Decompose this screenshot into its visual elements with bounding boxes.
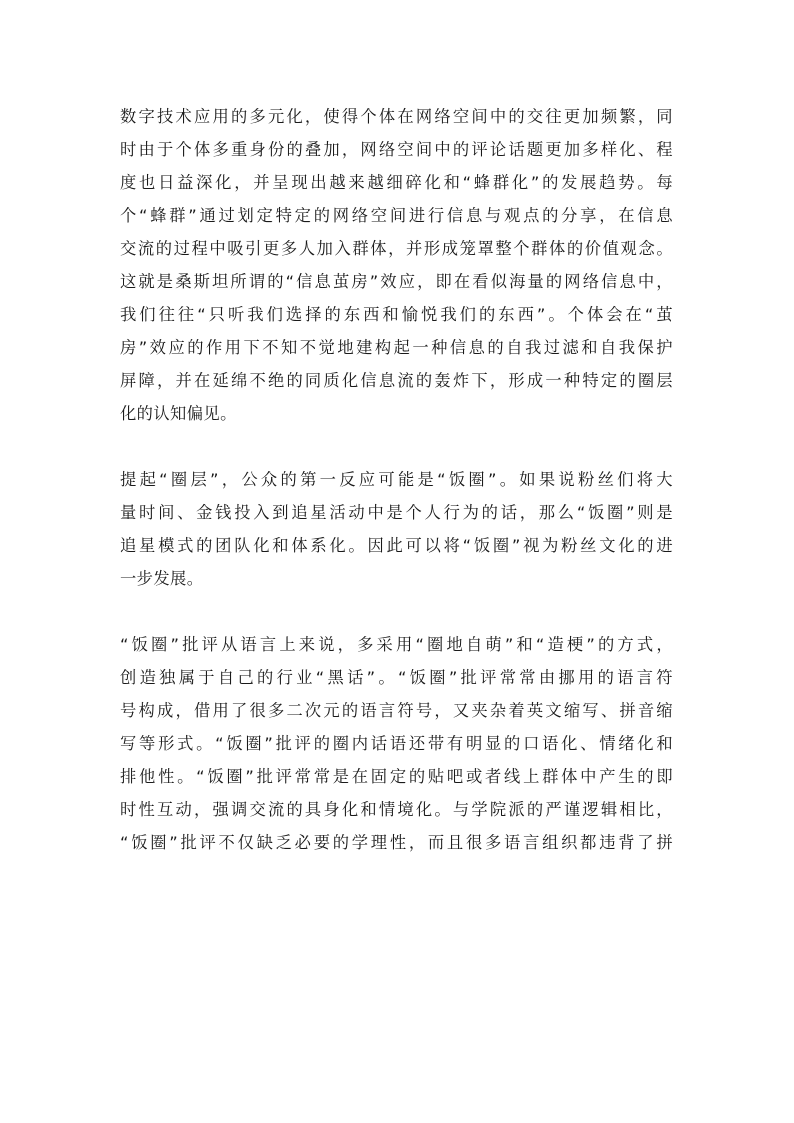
text-line: 时由于个体多重身份的叠加，网络空间中的评论话题更加多样化、程 [120,140,673,159]
text-line: 提起“圈层”，公众的第一反应可能是“饭圈”。如果说粉丝们将大 [120,470,673,489]
text-line: 量时间、金钱投入到追星活动中是个人行为的话，那么“饭圈”则是 [120,503,673,522]
paragraph-spacer [120,430,673,463]
paragraph-fan-criticism-language [120,628,673,859]
text-line: 化的认知偏见。 [120,404,237,423]
text-line: 房”效应的作用下不知不觉地建构起一种信息的自我过滤和自我保护 [120,338,673,357]
text-line: 追星模式的团队化和体系化。因此可以将“饭圈”视为粉丝文化的进 [120,536,673,555]
text-line: 度也日益深化，并呈现出越来越细碎化和“蜂群化”的发展趋势。每 [120,173,673,192]
text-line: 交流的过程中吸引更多人加入群体，并形成笼罩整个群体的价值观念。 [120,239,673,258]
text-line: “饭圈”批评从语言上来说，多采用“圈地自萌”和“造梗”的方式， [120,635,673,654]
text-line: 一步发展。 [120,569,204,588]
text-line: 个“蜂群”通过划定特定的网络空间进行信息与观点的分享，在信息 [120,206,673,225]
paragraph-fan-circle [120,463,673,595]
text-line: 号构成，借用了很多二次元的语言符号，又夹杂着英文缩写、拼音缩 [120,701,673,720]
text-line: 我们往往“只听我们选择的东西和愉悦我们的东西”。个体会在“茧 [120,305,673,324]
text-line: 这就是桑斯坦所谓的“信息茧房”效应，即在看似海量的网络信息中， [120,272,673,291]
text-line: 时性互动，强调交流的具身化和情境化。与学院派的严谨逻辑相比， [120,800,673,819]
text-line: “饭圈”批评不仅缺乏必要的学理性，而且很多语言组织都违背了拼 [120,833,673,852]
text-line: 创造独属于自己的行业“黑话”。“饭圈”批评常常由挪用的语言符 [120,668,673,687]
text-line: 排他性。“饭圈”批评常常是在固定的贴吧或者线上群体中产生的即 [120,767,673,786]
paragraph-spacer [120,595,673,628]
text-line: 写等形式。“饭圈”批评的圈内话语还带有明显的口语化、情绪化和 [120,734,673,753]
text-line: 数字技术应用的多元化，使得个体在网络空间中的交往更加频繁，同 [120,107,673,126]
document-page [120,100,673,859]
text-line: 屏障，并在延绵不绝的同质化信息流的轰炸下，形成一种特定的圈层 [120,371,673,390]
paragraph-information-cocoon [120,100,673,430]
